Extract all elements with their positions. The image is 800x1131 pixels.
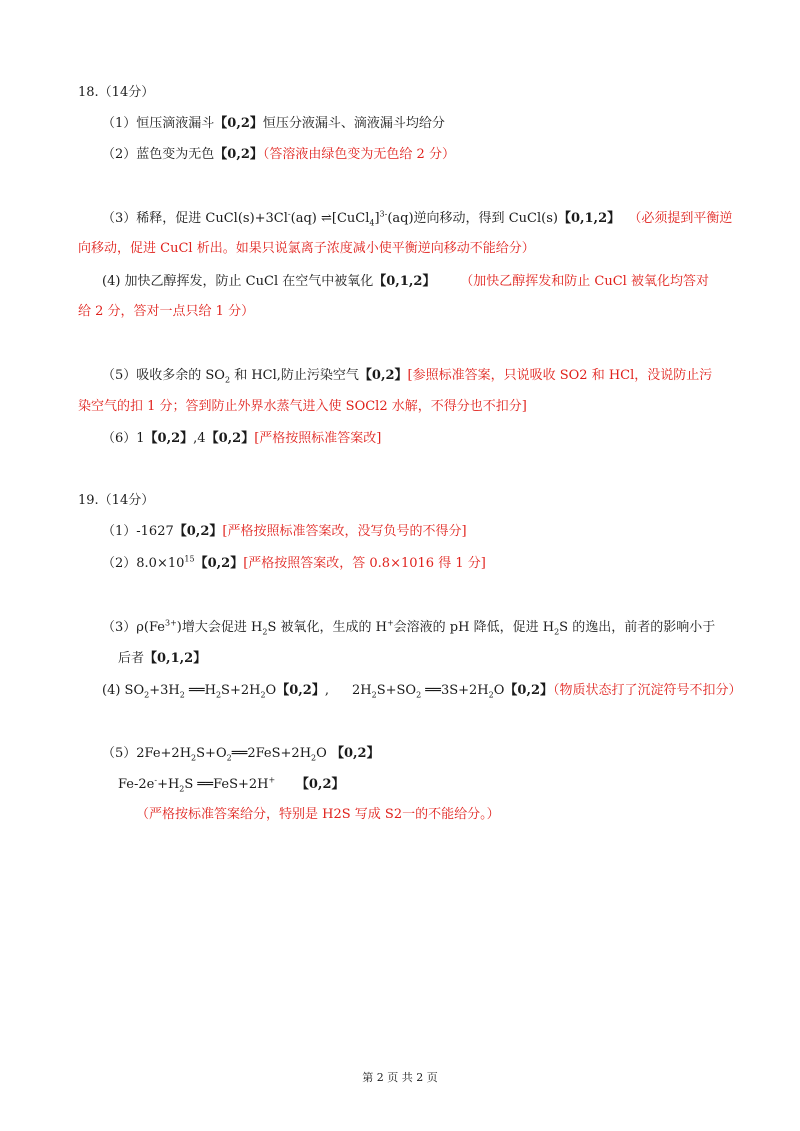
q18-answer-1: [102, 115, 445, 133]
q19-answer-4b: [352, 682, 742, 700]
subscript: 2: [191, 753, 197, 763]
q19-answer-1: [102, 523, 467, 541]
score-marker: 【0,2】: [194, 556, 244, 571]
answer-text: 2H: [352, 683, 372, 698]
superscript: -: [154, 775, 158, 785]
answer-text: +H: [157, 777, 180, 792]
subscript: 2: [311, 753, 317, 763]
grading-note: （物质状态打了沉淀符号不扣分）: [553, 683, 742, 698]
score-marker: 【0,2】: [504, 683, 554, 698]
subscript: 2: [215, 690, 222, 700]
score-marker: 【0,2】: [214, 116, 263, 131]
answer-text: （6）1: [102, 431, 145, 446]
answer-text: 和 HCl,防止污染空气: [230, 368, 359, 383]
answer-note: 恒压分液漏斗、滴液漏斗均给分: [262, 116, 445, 131]
q18-answer-6: [102, 430, 381, 448]
superscript: +: [268, 775, 276, 785]
grading-note: [严格按照标准答案改]: [254, 431, 382, 446]
score-marker: 【0,2】: [144, 431, 194, 446]
answer-text: (aq)逆向移动，得到 CuCl(s): [387, 211, 558, 226]
subscript: 2: [416, 690, 422, 700]
q19-answer-4: [102, 682, 329, 700]
answer-text: （5）吸收多余的 SO: [102, 368, 225, 383]
grading-note: （加快乙醇挥发和防止 CuCl 被氧化均答对: [460, 274, 709, 289]
q19-answer-3-cont: [118, 650, 206, 668]
answer-text: （1）-1627: [102, 524, 174, 539]
score-marker: 【0,2】: [205, 431, 255, 446]
q18-answer-3-note-cont: 向移动，促进 CuCl 析出。如果只说氯离子浓度减小使平衡逆向移动不能给分）: [78, 241, 535, 256]
subscript: 2: [262, 627, 268, 637]
q19-answer-5: [102, 745, 380, 763]
q19-answer-2: [102, 555, 486, 573]
page-footer: 第 2 页 共 2 页: [362, 1071, 438, 1084]
q18-header: 18.（14分）: [78, 85, 155, 100]
answer-text: S+2H: [221, 683, 261, 698]
answer-text: ══H: [184, 683, 216, 698]
q18-answer-3: [102, 210, 732, 228]
answer-text: )增大会促进 H: [176, 620, 263, 635]
answer-text: ══3S+2H: [421, 683, 489, 698]
subscript: 2: [554, 627, 560, 637]
answer-text: +3H: [149, 683, 180, 698]
answer-text: （2）8.0×10: [102, 556, 185, 571]
subscript: 2: [144, 690, 150, 700]
answer-text: S ══FeS+2H: [184, 777, 269, 792]
subscript: 4: [369, 218, 375, 228]
score-marker: 【0,1,2】: [144, 651, 207, 666]
score-marker: 【0,2】: [295, 777, 345, 792]
q19-answer-6: [118, 776, 345, 794]
grading-note: （必须提到平衡逆: [628, 211, 733, 226]
q18-answer-5-note-cont: 染空气的扣 1 分；答到防止外界水蒸气进入使 SOCl2 水解，不得分也不扣分]: [78, 399, 527, 414]
grading-note: [严格按照答案改，答 0.8×1016 得 1 分]: [243, 556, 486, 571]
superscript: 3+: [165, 618, 177, 628]
answer-text: (4) 加快乙醇挥发，防止 CuCl 在空气中被氧化: [102, 274, 374, 289]
subscript: 2: [488, 690, 494, 700]
score-marker: 【0,2】: [358, 368, 408, 383]
subscript: 2: [226, 753, 232, 763]
answer-text: ══2FeS+2H: [231, 746, 312, 761]
answer-text: O: [316, 746, 327, 761]
answer-text: （5）2Fe+2H: [102, 746, 192, 761]
q18-answer-4-note-cont: 给 2 分，答对一点只给 1 分）: [78, 304, 255, 319]
score-marker: 【0,2】: [214, 147, 263, 162]
score-marker: 【0,2】: [330, 746, 380, 761]
superscript: -: [287, 209, 291, 219]
superscript: +: [386, 618, 394, 628]
answer-text: S+O: [196, 746, 227, 761]
answer-text: 会溶液的 pH 降低，促进 H: [393, 620, 555, 635]
q19-header: 19.（14分）: [78, 493, 155, 508]
answer-text: (4) SO: [102, 683, 145, 698]
answer-text: （3）ρ(Fe: [102, 620, 165, 635]
answer-text: Fe-2e: [118, 777, 155, 792]
answer-text: ,4: [193, 431, 206, 446]
answer-text: （1）恒压滴液漏斗: [102, 116, 215, 131]
grading-note: [严格按照标准答案改，没写负号的不得分]: [222, 524, 467, 539]
answer-text: 后者: [118, 651, 145, 666]
grading-note: （答溶液由绿色变为无色给 2 分）: [262, 147, 455, 162]
score-marker: 【0,2】: [276, 683, 325, 698]
answer-text: O: [265, 683, 277, 698]
score-marker: 【0,1,2】: [557, 211, 621, 226]
answer-text: S 被氧化，生成的 H: [267, 620, 387, 635]
answer-text: O: [493, 683, 505, 698]
score-marker: 【0,1,2】: [373, 274, 436, 289]
answer-text: S 的逸出，前者的影响小于: [559, 620, 716, 635]
superscript: 3-: [379, 209, 388, 219]
answer-text: ,: [324, 683, 329, 698]
answer-text: ]: [374, 211, 380, 226]
subscript: 2: [179, 690, 185, 700]
answer-text: （3）稀释，促进 CuCl(s)+3Cl: [102, 211, 288, 226]
subscript: 2: [224, 375, 231, 385]
superscript: 15: [184, 554, 195, 564]
grading-note: [参照标准答案，只说吸收 SO2 和 HCl，没说防止污: [407, 368, 713, 383]
answer-text: S+SO: [376, 683, 417, 698]
answer-text: （2）蓝色变为无色: [102, 147, 215, 162]
q19-grading-note: （严格按标准答案给分，特别是 H2S 写成 S2一的不能给分。）: [136, 807, 500, 822]
score-marker: 【0,2】: [173, 524, 223, 539]
subscript: 2: [371, 690, 377, 700]
answer-text: (aq) ⇌[CuCl: [290, 211, 370, 226]
q18-answer-2: [102, 146, 455, 164]
q18-answer-4: [102, 273, 709, 291]
q19-answer-3: [102, 619, 715, 637]
q18-answer-5: [102, 367, 712, 385]
subscript: 2: [260, 690, 266, 700]
subscript: 2: [179, 784, 185, 794]
